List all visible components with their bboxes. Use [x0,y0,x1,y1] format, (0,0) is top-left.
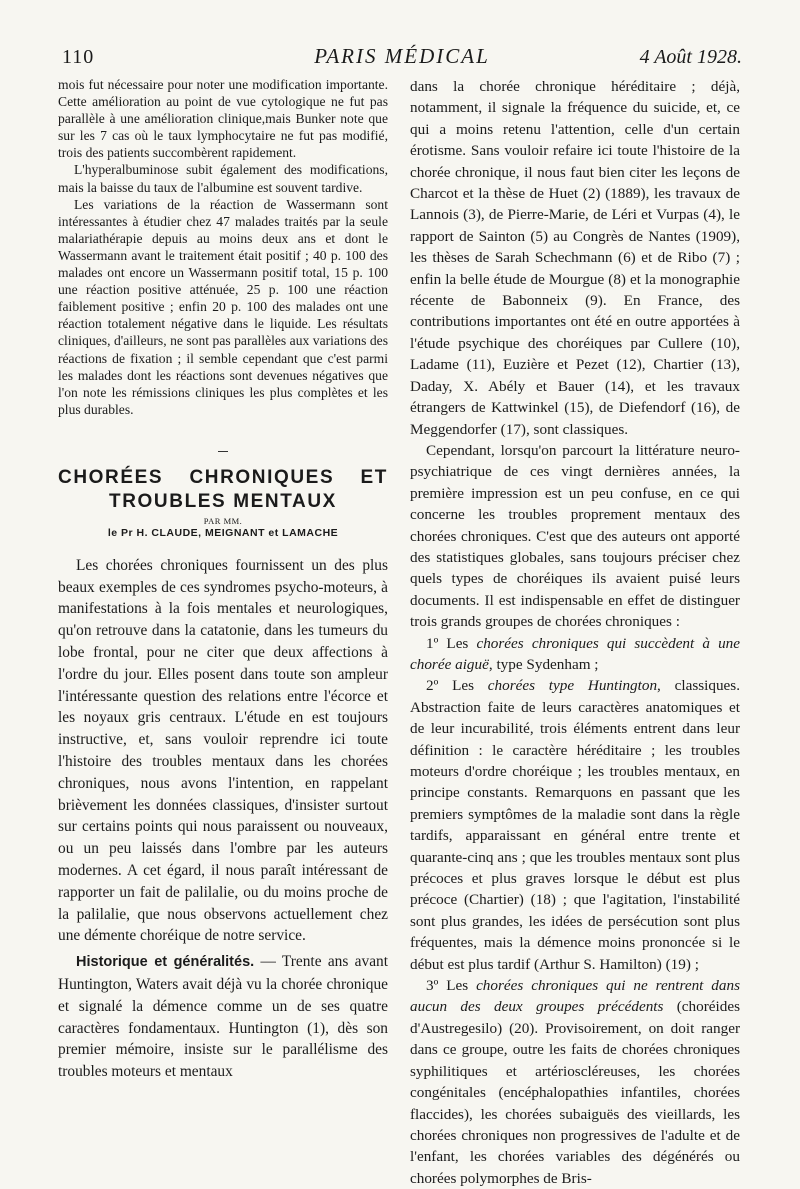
page-number: 110 [62,46,95,68]
left-column [58,76,388,1083]
byline-prefix: PAR MM. [203,515,243,526]
page-header [62,40,742,70]
issue-date: 4 Août 1928. [639,46,742,68]
article-authors: le Pr H. CLAUDE, MEIGNANT et LAMACHE [107,526,339,539]
article-body-left [58,555,388,1083]
title-word: CHORÉES [58,466,164,488]
group-1-name: chorées chroniques qui succèdent à une chorée aiguë [410,634,741,673]
section-paragraph [58,951,388,1083]
title-line-2: TROUBLES MENTAUX [109,490,337,512]
intro-paragraph: Les chorées chroniques fournissent un des plus beaux exemples de ces syndromes psycho-moteurs, à manifestations à la fois mentales et neurologiques, qu'on retrouve dans la catatonie, dans les tumeurs du lobe frontal, pour ne citer que deux affections à l'ordre du jour. Elles posent dans toute son ampleur l'intéressante question des relations entre l'écorce et les noyaux gris centraux. L'étude en est toujours instructive, et, sans vouloir reprendre ici toute l'histoire des troubles mentaux dans les chorées chroniques, nous avons l'intention, en rappelant brièvement les données classiques, d'insister surtout sur certains points qui nous paraissent ou nouveaux, ou un peu laissés dans l'ombre par les auteurs modernes. A cet égard, il nous paraît intéressant de rapporter un fait de palilalie, ou du moins proche de la palilalie, que nous observons actuellement chez une démente choréique de notre service. [58,556,388,945]
title-word: ET [360,466,388,488]
paragraph: L'hyperalbuminose subit également des modifications, mais la baisse du taux de l'albumine est souvent tardive. [58,162,388,195]
group-2-item: 2º Les chorées type Huntington, classiques. Abstraction faite de leurs caractères anatomiques et de leur incurabilité, trois éléments entrent dans leur définition : le caractère héréditaire ; les troubles moteurs d'ordre choréique ; les troubles mentaux, en principe constants. Remarquons en passant que les premiers symptômes de la maladie sont dans la règle tardifs, apparaissant en général entre trente et quarante-cinq ans ; que les troubles mentaux sont plus précoces et plus graves lorsque le début est plus précoce (Chartier) (18) ; que l'agitation, l'instabilité sont plus grandes, les idées de persécution sont plus fréquentes, mais la démence moins prononcée si le début est plus tardif (Arthur S. Hamilton) (19) ; [410,677,740,973]
paragraph: Les variations de la réaction de Wassermann sont intéressantes à étudier chez 47 malades traités par la seule malariathérapie depuis au moins deux ans et dont le Wassermann avant le traitement était positif ; 40 p. 100 des malades ont encore un Wassermann positif total, 15 p. 100 une réaction positive atténuée, 25 p. 100 une réaction faiblement positive ; enfin 20 p. 100 des malades ont une réaction totalement négative dans le liquide. Les résultats cliniques, d'ailleurs, ne sont pas parallèles aux variations des réactions de fixation ; il semble cependant que c'est parmi les malades dont les réactions sont devenues négatives que l'on note les rémissions cliniques les plus complètes et les plus durables. [58,196,388,417]
paragraph: Cependant, lorsqu'on parcourt la littérature neuro-psychiatrique de ces vingt dernières années, la première impression est un peu confuse, en ce qui concerne les troubles proprement mentaux des chorées chroniques. C'est que des auteurs ont apporté des statistiques globales, sans toujours préciser chez quels types de choréiques ils avaient puisé leurs documents. Il est indispensable en effet de distinguer trois grands groupes de chorées chroniques : [410,441,740,631]
right-column [410,76,740,1189]
article-title [58,466,388,514]
paragraph: mois fut nécessaire pour noter une modification importante. Cette amélioration au point de vue cytologique ne fut pas parallèle à une amélioration clinique,mais Bunker note que sur les 7 cas où le taux lymphocytaire ne fut pas modifié, trois des patients succombèrent rapidement. [58,77,388,161]
paragraph: dans la chorée chronique héréditaire ; déjà, notamment, il signale la fréquence du suicide, et, ce qui a moins retenu l'attention, celle d'un certain érotisme. Sans vouloir refaire ici toute l'histoire de la chorée chronique, il nous faut bien citer les leçons de Charcot et la thèse de Huet (2) (1889), les travaux de Lannois (3), de Pierre-Marie, de Léri et Vurpas (4), le rapport de Sainton (5) au Congrès de Nantes (1909), les thèses de Sarah Schechmann (6) et de Ribo (7) ; enfin la belle étude de Mourgue (8) et la monographie récente de Babonneix (9). En France, des contributions importantes ont été en outre apportées à l'étude psychique des choréiques par Cullere (10), Ladame (11), Euzière et Pezet (12), Chartier (13), Daday, X. Abély et Bauer (14), et les travaux étrangers de Kattwinkel (15), de Diefendorf (16), de Meggendorfer (17), sont classiques. [410,78,740,438]
section-divider [218,451,228,452]
group-1-item: 1º Les chorées chroniques qui succèdent à une chorée aiguë, type Sydenham ; [410,634,741,673]
group-3-item: 3º Les chorées chroniques qui ne rentrent dans aucun des deux groupes précédents (choréides d'Austregesilo) (20). Provisoirement, on doit ranger dans ce groupe, outre les faits de chorées chroniques syphilitiques et artérioscléreuses, les chorées congénitales (encéphalopathies infantiles, chorées flaccides), les chorées subaiguës des vieillards, les chorées chroniques non progressives de l'adulte et de l'enfant, les chorées variables des dégénérés ou chorées polymorphes de Bris- [410,977,740,1187]
section-text: — Trente ans avant Huntington, Waters avait déjà vu la chorée chronique et signalé la démence comme un de ses quatre caractères fondamentaux. Huntington (1), dès son premier mémoire, insiste sur le parallélisme des troubles moteurs et mentaux [58,953,388,1081]
title-word: CHRONIQUES [189,466,335,488]
section-heading: Historique et généralités. [76,954,255,971]
group-3-name: chorées chroniques qui ne rentrent dans aucun des deux groupes précédents [410,977,740,1016]
previous-article-end [58,76,388,418]
article-body-right [410,76,740,1189]
group-2-name: chorées type Huntington [487,677,658,695]
journal-title: PARIS MÉDICAL [314,44,490,68]
